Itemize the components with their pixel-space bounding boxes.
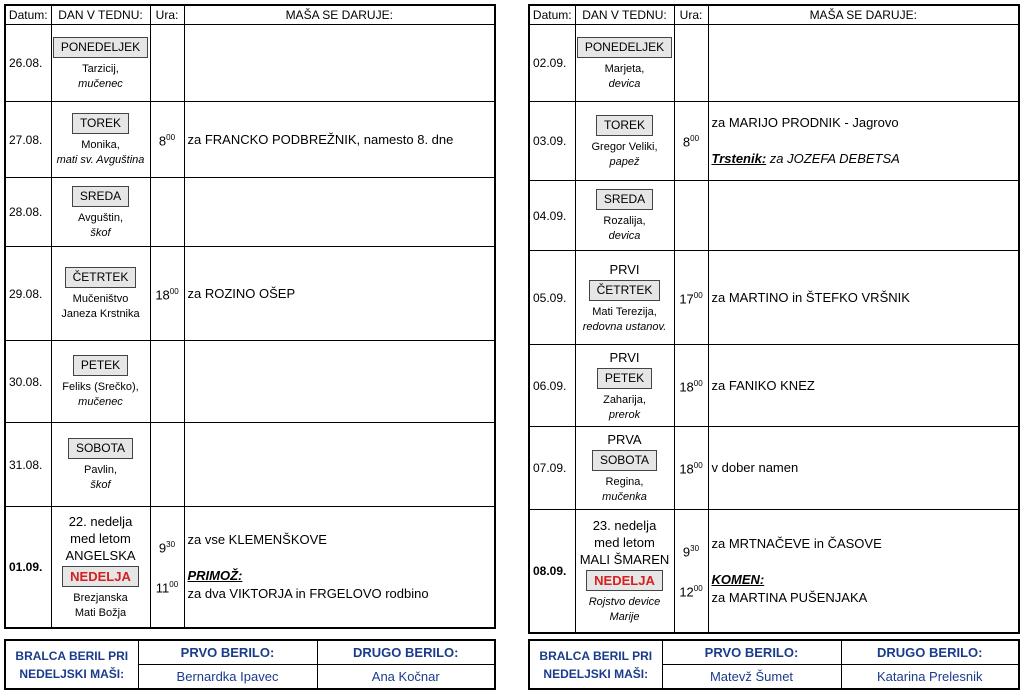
day-name-badge: TOREK (72, 113, 129, 134)
time-cell (150, 507, 184, 628)
location-label: KOMEN: (711, 571, 765, 587)
mass-cell (708, 510, 1019, 633)
date-cell: 06.09. (529, 345, 575, 427)
saint-title: redovna ustanov. (582, 320, 667, 333)
day-name-badge: SOBOTA (592, 450, 657, 471)
saint-name: Mati Terezija, (592, 305, 657, 318)
time-cell (674, 102, 708, 181)
readers-label (529, 640, 662, 689)
mass-time-minutes: 00 (693, 290, 703, 300)
col-day-header: DAN V TEDNU: (51, 5, 150, 25)
day-name-badge: TOREK (596, 115, 653, 136)
schedule-right (528, 4, 1020, 634)
schedule-left (4, 4, 496, 629)
day-row (529, 427, 1019, 510)
mass-cell (184, 247, 495, 341)
mass-intention: za MRTNAČEVE in ČASOVE (711, 535, 882, 551)
mass-time: $8^{00}$ (682, 134, 700, 150)
day-note: MALI ŠMAREN (579, 551, 670, 567)
day-row (529, 181, 1019, 251)
saint-name: Avguštin, (77, 211, 124, 224)
saint-title: mučenec (78, 396, 123, 408)
saint-name: Mučeništvo (72, 293, 129, 305)
mass-time-minutes: 00 (690, 134, 700, 144)
time-cell (150, 247, 184, 341)
day-cell (575, 25, 674, 102)
saint-name: Zaharija, (603, 393, 646, 406)
time-cell (150, 341, 184, 423)
mass-cell (184, 25, 495, 102)
first-reader-name: Bernardka Ipavec (138, 665, 317, 690)
day-cell (51, 507, 150, 628)
mass-intention: za MARIJO PRODNIK - Jagrovo (711, 115, 899, 130)
mass-time: $11^{00}$ (155, 579, 179, 596)
day-note: 23. nedelja (592, 517, 657, 533)
day-row (5, 102, 495, 178)
mass-intention: za vse KLEMENŠKOVE (187, 531, 327, 547)
readers-label-line2: NEDELJSKI MAŠI: (19, 666, 125, 681)
day-name-badge: PONEDELJEK (577, 37, 672, 58)
mass-cell (184, 423, 495, 507)
location-label: PRIMOŽ: (187, 567, 243, 583)
readers-label (5, 640, 138, 689)
saint-name: Gregor Veliki, (591, 140, 658, 153)
mass-intention-text: za JOZEFA DEBETSA (769, 151, 900, 166)
mass-intention (712, 150, 1018, 168)
first-reading-header: PRVO BERILO: (138, 640, 317, 665)
day-note: PRVA (607, 432, 642, 447)
day-row (529, 345, 1019, 427)
date-cell: 03.09. (529, 102, 575, 181)
date-cell: 08.09. (529, 510, 575, 633)
readers-table-left (4, 639, 496, 690)
saint-title: devica (608, 230, 641, 242)
mass-time: $12^{00}$ (679, 583, 703, 600)
time-cell (150, 25, 184, 102)
day-row (5, 423, 495, 507)
mass-cell (708, 251, 1019, 345)
schedule-table-left (4, 4, 496, 629)
col-mass-header: MAŠA SE DARUJE: (708, 5, 1019, 25)
mass-cell (708, 427, 1019, 510)
saint-name: Tarzicij, (82, 62, 119, 75)
readers-label-line1: BRALCA BERIL PRI (539, 648, 653, 663)
day-name-badge: PONEDELJEK (53, 37, 148, 58)
date-cell: 31.08. (5, 423, 51, 507)
mass-time: $9^{30}$ (158, 540, 176, 556)
day-name-badge: SOBOTA (68, 438, 133, 459)
mass-time-minutes: 00 (693, 461, 703, 471)
first-reader-name: Matevž Šumet (662, 665, 841, 690)
time-cell (674, 345, 708, 427)
day-cell (575, 181, 674, 251)
day-name-badge: ČETRTEK (589, 280, 661, 301)
mass-cell (708, 25, 1019, 102)
date-cell: 01.09. (5, 507, 51, 628)
saint-title: škof (90, 479, 111, 491)
saint-name: Feliks (Srečko), (62, 381, 139, 393)
saint-title: mati sv. Avguština (56, 154, 145, 166)
mass-cell (184, 178, 495, 247)
saint-name: Marjeta, (604, 62, 645, 75)
saint-name: Brezjanska (73, 591, 128, 604)
schedule-table-right (528, 4, 1020, 634)
mass-time: $18^{00}$ (679, 461, 703, 477)
saint-title: papež (609, 155, 640, 168)
mass-time-minutes: 30 (166, 540, 176, 550)
day-name-badge: PETEK (73, 355, 128, 376)
second-reader-name: Ana Kočnar (317, 665, 495, 690)
mass-cell (184, 341, 495, 423)
mass-cell (708, 102, 1019, 181)
col-time-header: Ura: (150, 5, 184, 25)
readers-label-line1: BRALCA BERIL PRI (15, 648, 129, 663)
day-note: PRVI (609, 349, 640, 365)
mass-time-minutes: 00 (693, 583, 703, 593)
saint-name: Rozalija, (603, 215, 646, 227)
mass-intention: za FANIKO KNEZ (711, 377, 815, 393)
mass-time-minutes: 00 (169, 579, 179, 589)
mass-time: $9^{30}$ (682, 544, 700, 560)
mass-cell (708, 345, 1019, 427)
day-name-badge: ČETRTEK (65, 267, 137, 288)
time-cell (674, 181, 708, 251)
mass-cell (184, 102, 495, 178)
mass-intention: za MARTINO in ŠTEFKO VRŠNIK (711, 289, 910, 305)
saint-title: devica (608, 77, 641, 90)
day-cell (575, 251, 674, 345)
saint-title: mučenec (78, 77, 123, 90)
day-note: med letom (70, 530, 131, 546)
day-row (529, 102, 1019, 181)
day-name-badge: PETEK (597, 368, 652, 389)
saint-name: Pavlin, (83, 464, 118, 476)
time-cell (150, 102, 184, 178)
date-cell: 27.08. (5, 102, 51, 178)
header-row (5, 5, 495, 25)
mass-time-minutes: 30 (690, 544, 700, 554)
day-note: med letom (594, 534, 655, 550)
date-cell: 07.09. (529, 427, 575, 510)
day-cell (51, 178, 150, 247)
mass-intention: za ROZINO OŠEP (187, 285, 296, 301)
readers-table-right (528, 639, 1020, 690)
day-cell (575, 345, 674, 427)
first-reading-header: PRVO BERILO: (662, 640, 841, 665)
saint-name: Regina, (605, 476, 644, 488)
day-row (5, 507, 495, 628)
day-note: PRVI (609, 261, 640, 277)
col-day-header: DAN V TEDNU: (575, 5, 674, 25)
time-cell (674, 25, 708, 102)
mass-time-minutes: 00 (693, 378, 703, 388)
second-reading-header: DRUGO BERILO: (317, 640, 495, 665)
date-cell: 26.08. (5, 25, 51, 102)
location-label: Trstenik: (711, 151, 767, 166)
day-name-badge: SREDA (72, 186, 129, 207)
day-cell (575, 510, 674, 633)
date-cell: 28.08. (5, 178, 51, 247)
mass-intention: v dober namen (711, 460, 799, 475)
mass-cell (184, 507, 495, 628)
second-reading-header: DRUGO BERILO: (841, 640, 1019, 665)
day-row (5, 25, 495, 102)
date-cell: 04.09. (529, 181, 575, 251)
day-row (5, 178, 495, 247)
saint-title: Rojstvo device Marije (588, 595, 661, 623)
time-cell (150, 423, 184, 507)
time-cell (674, 251, 708, 345)
saint-title: prerok (608, 408, 641, 421)
mass-time: $8^{00}$ (158, 132, 176, 149)
day-note: 22. nedelja (68, 513, 133, 529)
col-mass-header: MAŠA SE DARUJE: (184, 5, 495, 25)
day-cell (51, 247, 150, 341)
day-row (529, 251, 1019, 345)
second-reader-name: Katarina Prelesnik (841, 665, 1019, 690)
day-cell (575, 102, 674, 181)
col-date-header: Datum: (5, 5, 51, 25)
saint-name: Monika, (81, 139, 120, 151)
saint-name: Janeza Krstnika (61, 308, 140, 320)
day-row (5, 247, 495, 341)
date-cell: 30.08. (5, 341, 51, 423)
day-name-badge: NEDELJA (586, 570, 663, 591)
col-time-header: Ura: (674, 5, 708, 25)
mass-intention: za MARTINA PUŠENJAKA (711, 589, 868, 605)
day-note: ANGELSKA (65, 547, 136, 563)
time-cell (150, 178, 184, 247)
mass-time: $18^{00}$ (155, 286, 179, 303)
time-cell (674, 427, 708, 510)
mass-time-minutes: 00 (169, 286, 179, 296)
header-row (529, 5, 1019, 25)
mass-cell (708, 181, 1019, 251)
mass-time: $18^{00}$ (679, 378, 703, 395)
day-name-badge: NEDELJA (62, 566, 139, 587)
date-cell: 02.09. (529, 25, 575, 102)
date-cell: 29.08. (5, 247, 51, 341)
saint-title: mučenka (602, 491, 647, 503)
saint-title: škof (90, 226, 111, 239)
mass-intention: za dva VIKTORJA in FRGELOVO rodbino (187, 585, 429, 601)
mass-time-minutes: 00 (166, 132, 176, 142)
day-row (529, 25, 1019, 102)
day-cell (51, 341, 150, 423)
date-cell: 05.09. (529, 251, 575, 345)
col-date-header: Datum: (529, 5, 575, 25)
day-cell (51, 25, 150, 102)
mass-intention: za FRANCKO PODBREŽNIK, namesto 8. dne (187, 131, 454, 147)
mass-time: $17^{00}$ (679, 290, 703, 307)
day-row (529, 510, 1019, 633)
day-cell (575, 427, 674, 510)
day-cell (51, 102, 150, 178)
day-cell (51, 423, 150, 507)
day-name-badge: SREDA (596, 189, 653, 210)
saint-name: Mati Božja (74, 606, 127, 619)
readers-label-line2: NEDELJSKI MAŠI: (543, 666, 649, 681)
day-row (5, 341, 495, 423)
time-cell (674, 510, 708, 633)
